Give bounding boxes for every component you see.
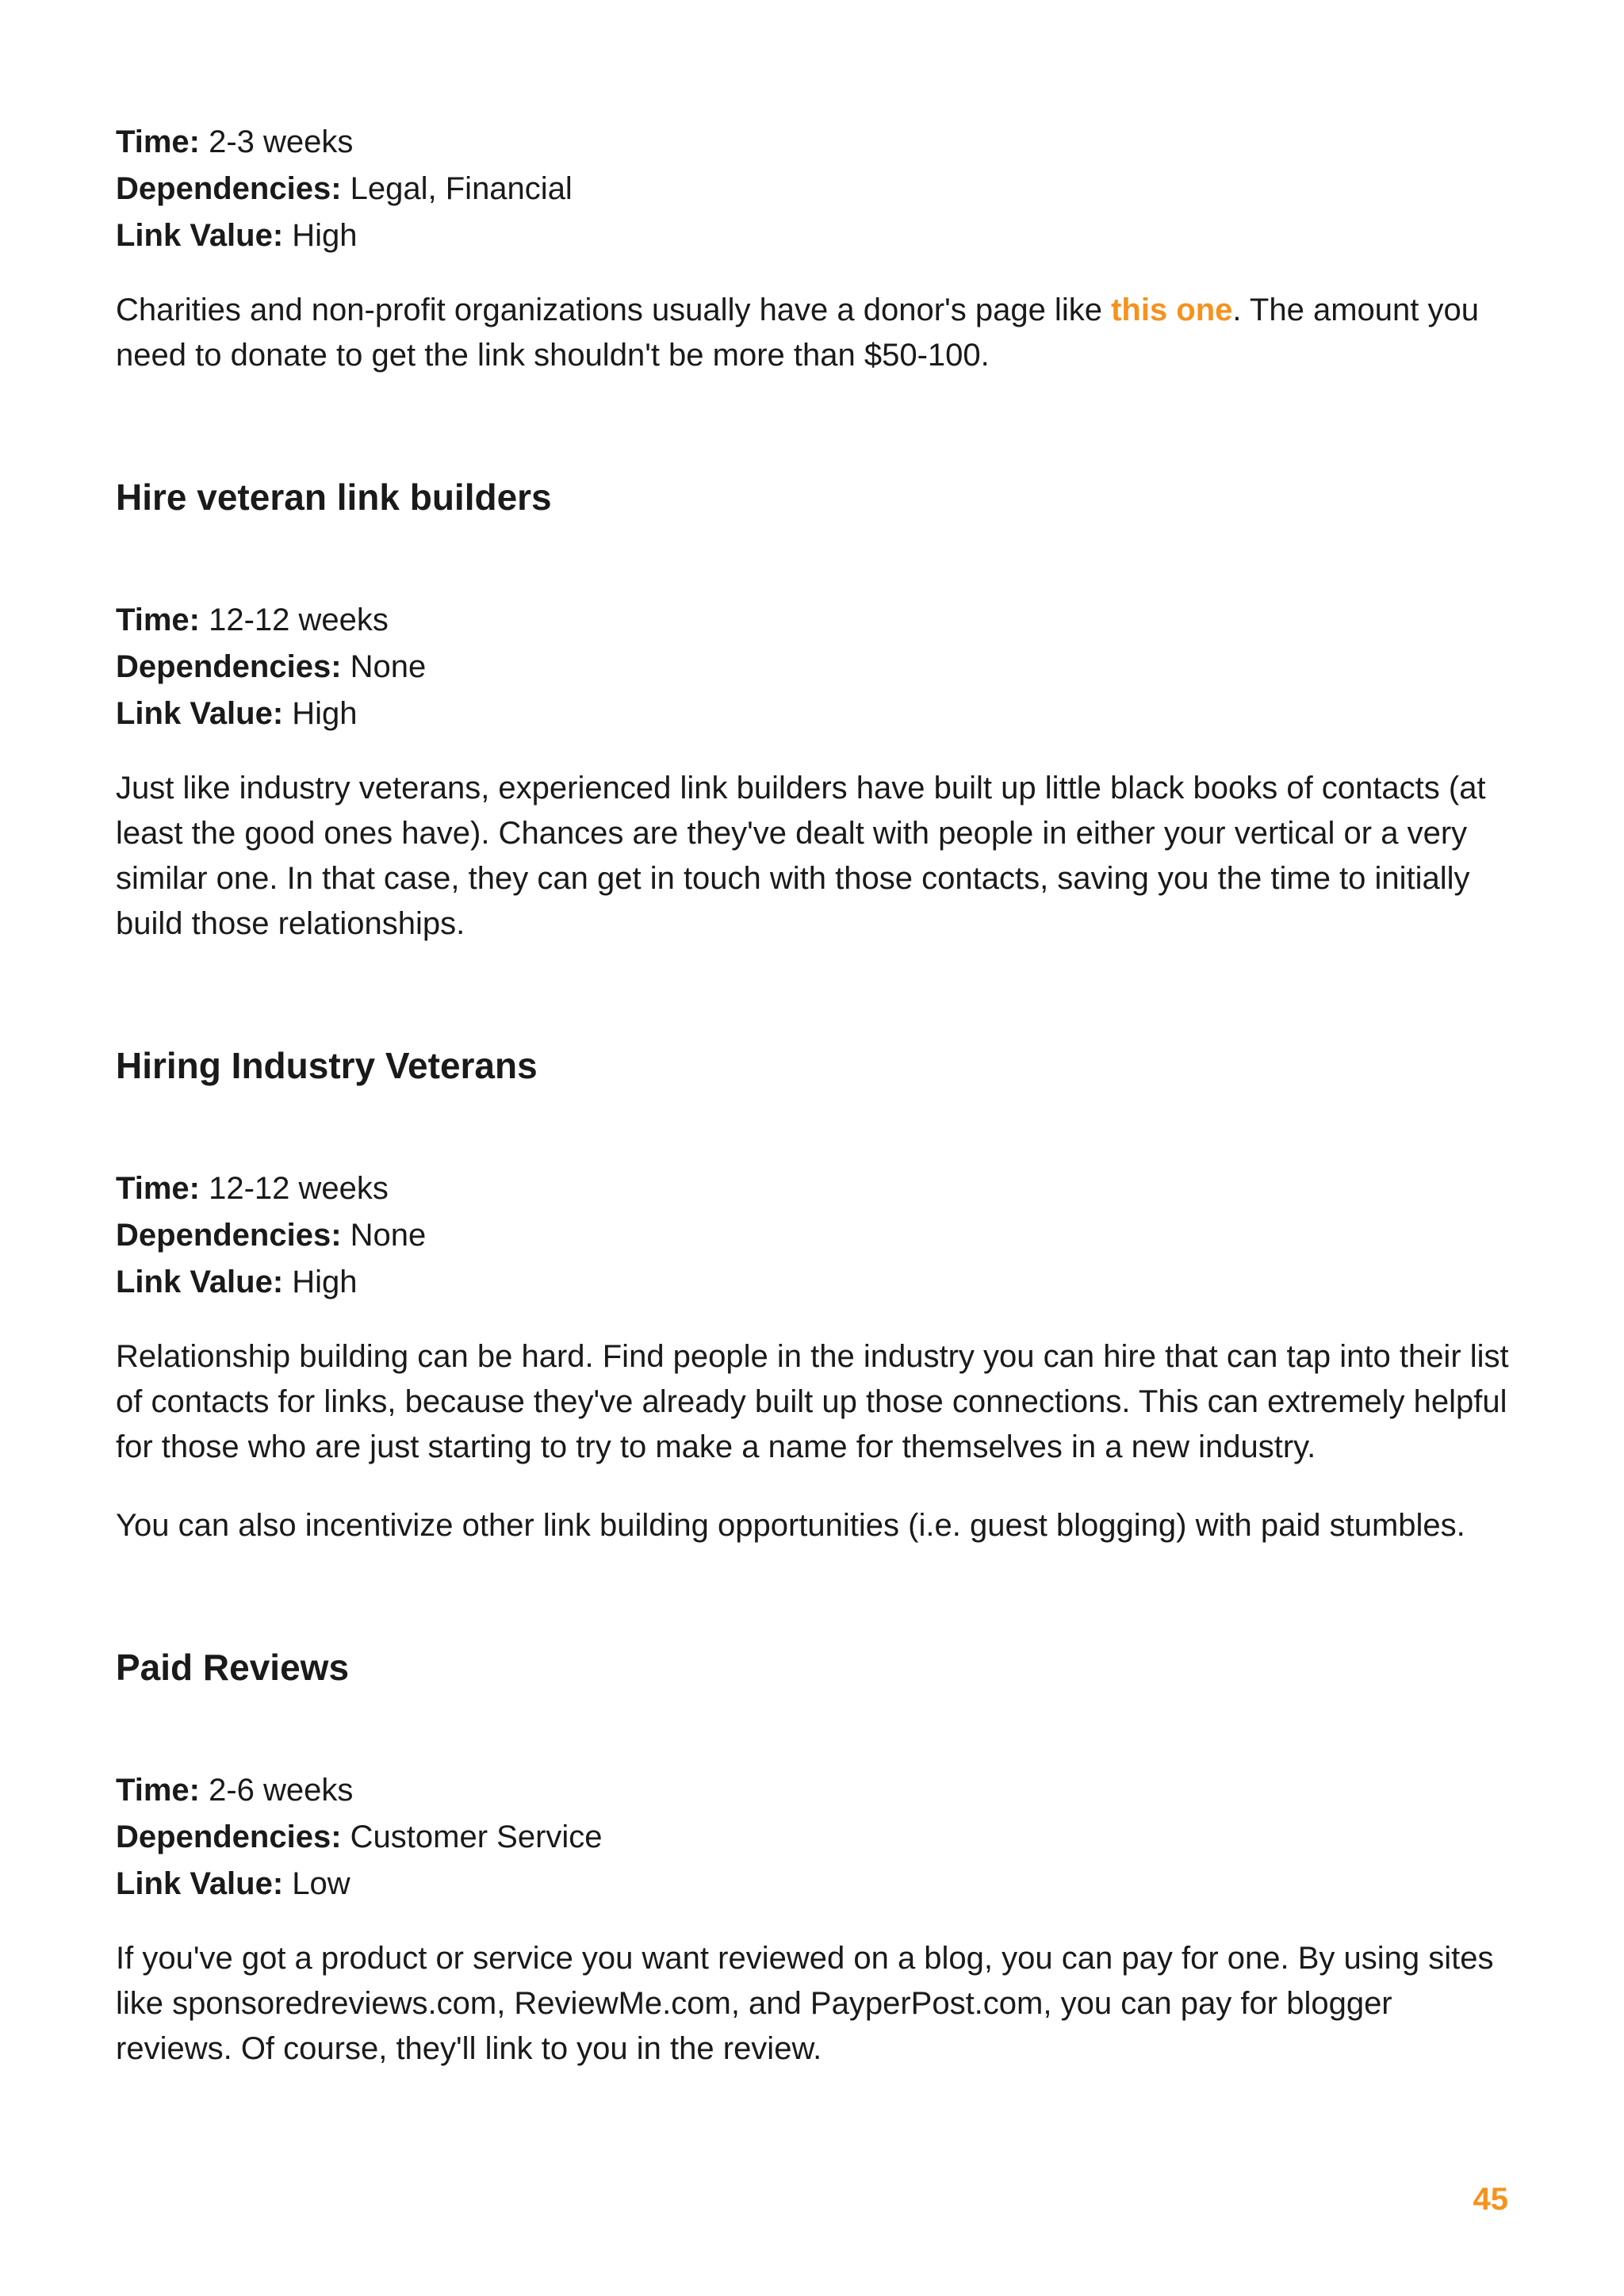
meta-time-value: 12-12 weeks	[199, 1171, 389, 1206]
intro-text-before-link: Charities and non-profit organizations usually have a donor's page like	[116, 293, 1112, 327]
intro-meta	[116, 119, 1511, 259]
meta-link-value-value: High	[283, 696, 358, 731]
meta-link-value-label: Link Value:	[116, 218, 284, 253]
meta-dependencies-value: None	[341, 1218, 427, 1253]
meta-time-value: 2-6 weeks	[199, 1773, 354, 1808]
meta-dependencies	[116, 1212, 1511, 1259]
meta-link-value-label: Link Value:	[116, 1265, 284, 1299]
meta-dependencies-value: Customer Service	[341, 1820, 603, 1854]
section-heading: Hire veteran link builders	[116, 476, 552, 518]
meta-dependencies	[116, 166, 1511, 212]
meta-link-value-value: High	[283, 218, 358, 253]
intro-text-after-link: . The amount you need to donate to get the link shouldn't be more than $50-100.	[116, 293, 1479, 373]
section-meta	[116, 1767, 1511, 1908]
meta-link-value	[116, 1861, 1511, 1908]
section-meta	[116, 597, 1511, 737]
intro-paragraph	[116, 288, 1511, 378]
meta-time	[116, 119, 1511, 166]
meta-link-value	[116, 1259, 1511, 1306]
section-paragraph: Just like industry veterans, experienced link builders have built up little black books of contacts (at least the good ones have). Chances are they've dealt with people in either your vertical or a very similar one. In that case, they can get in touch with those contacts, saving you the time to initially build those relationships.	[116, 771, 1486, 941]
meta-link-value	[116, 691, 1511, 737]
meta-link-value	[116, 212, 1511, 259]
meta-link-value-label: Link Value:	[116, 1866, 284, 1901]
meta-time	[116, 1767, 1511, 1814]
meta-time-value: 12-12 weeks	[199, 603, 389, 637]
donor-page-link[interactable]: this one	[1111, 293, 1233, 327]
meta-time-label: Time:	[116, 1171, 200, 1206]
meta-time-label: Time:	[116, 124, 200, 159]
meta-link-value-value: Low	[283, 1866, 350, 1901]
meta-time-label: Time:	[116, 1773, 200, 1808]
section-meta	[116, 1165, 1511, 1306]
section-heading: Hiring Industry Veterans	[116, 1045, 538, 1086]
meta-dependencies-label: Dependencies:	[116, 171, 342, 206]
section-paragraph: Relationship building can be hard. Find people in the industry you can hire that can tap into their list of contacts for links, because they've already built up those connections. This can extremely helpful for those who are just starting to try to make a name for themselves in a new industry.	[116, 1339, 1509, 1464]
meta-dependencies-value: None	[341, 649, 427, 684]
page-number: 45	[1473, 2182, 1508, 2217]
meta-dependencies-label: Dependencies:	[116, 1820, 342, 1854]
section-paragraph: You can also incentivize other link building opportunities (i.e. guest blogging) with paid stumbles.	[116, 1508, 1465, 1543]
meta-time	[116, 1165, 1511, 1212]
meta-dependencies	[116, 644, 1511, 691]
meta-time-label: Time:	[116, 603, 200, 637]
meta-link-value-label: Link Value:	[116, 696, 284, 731]
meta-dependencies-label: Dependencies:	[116, 649, 342, 684]
meta-dependencies	[116, 1814, 1511, 1861]
document-page	[116, 119, 1511, 2072]
meta-time	[116, 597, 1511, 644]
meta-link-value-value: High	[283, 1265, 358, 1299]
meta-dependencies-label: Dependencies:	[116, 1218, 342, 1253]
meta-time-value: 2-3 weeks	[199, 124, 354, 159]
section-heading: Paid Reviews	[116, 1647, 350, 1688]
meta-dependencies-value: Legal, Financial	[341, 171, 573, 206]
section-paragraph: If you've got a product or service you want reviewed on a blog, you can pay for one. By using sites like sponsoredreviews.com, ReviewMe.com, and PayperPost.com, you can pay for blogger reviews. Of course, they'll link to you in the review.	[116, 1941, 1494, 2066]
